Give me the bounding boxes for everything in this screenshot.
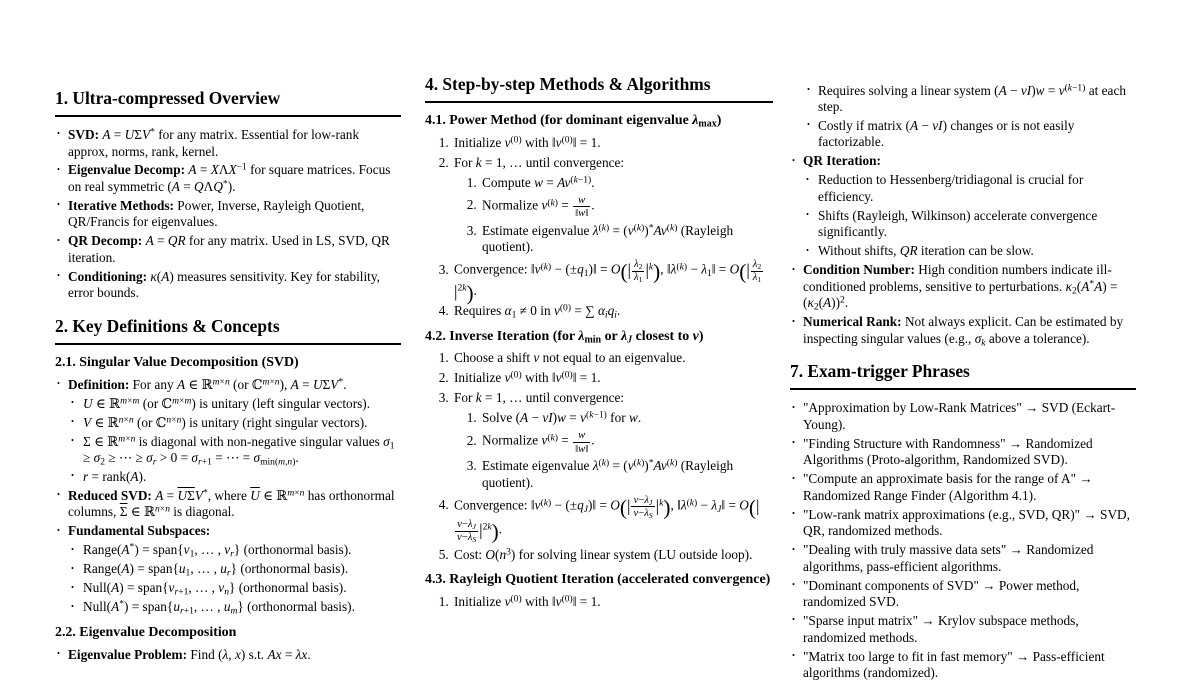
note-item: • Reduction to Hessenberg/tridiagonal is crucial for efficiency. — [804, 172, 1136, 205]
condition-number-item: • Condition Number: High condition numbers indicate ill-conditioned problems, sensitive to perturbations. $\kappa_2(A^*A) = (\kappa_2(A))^2$. — [790, 262, 1136, 311]
step-item — [452, 390, 773, 491]
section-2-heading: 2. Key Definitions & Concepts — [55, 316, 401, 345]
subsection-2-2-heading: 2.2. Eigenvalue Decomposition — [55, 624, 237, 640]
substep-item: 2. Normalize $v^{(k)}$ = $\frac{w}{‖w‖}$ . — [480, 195, 773, 219]
substep-item: 3. Estimate eigenvalue $\lambda^{(k)} = (v^{(k)})^*Av^{(k)}$ (Rayleigh quotient). — [480, 458, 773, 491]
rayleigh-quotient-steps — [425, 594, 773, 610]
svd-definition-text: Definition: For any A ∈ ℝ$^{m\times n}$ (or ℂ$^{m\times n}$), A = UΣV*. — [68, 376, 347, 392]
overview-item-eigen-decomp: • Eigenvalue Decomp: $A = X\Lambda X^{-1}$ for square matrices. Focus on real symmetric (A = QΛQ*). — [55, 162, 401, 195]
fundamental-subspaces-item — [55, 523, 401, 615]
svd-definition-item — [55, 377, 401, 486]
step-item — [452, 155, 773, 256]
range-astar-item: • Range(A*) = $span\{v_1$, … , $v_r$} (orthonormal basis). — [69, 542, 401, 558]
note-item: • Requires solving a linear system $(A - vI)w = v^{(k-1)}$ at each step. — [805, 83, 1136, 116]
power-method-substeps — [454, 175, 773, 256]
exam-trigger-list — [790, 400, 1136, 681]
column-left — [55, 88, 401, 666]
overview-item-qr-decomp: • QR Decomp: A = QR for any matrix. Used in LS, SVD, QR iteration. — [55, 233, 401, 266]
trigger-item: • "Dominant components of SVD" → Power method, randomized SVD. — [790, 578, 1136, 611]
step-item: 4. Convergence: $‖v^{(k)}$ − $(\pm q_J)‖ = O(|$ $\frac{v-\lambda_J}{v-\lambda_S}$ $|^k$), $‖\lambda^{(k)}$ − $\lambda_J‖ = O(|$ $\frac{v-\lambda_J}{v-\lambda_S}$ $|^{2k}$). — [452, 495, 773, 544]
note-item: • Shifts (Rayleigh, Wilkinson) accelerate convergence significantly. — [804, 208, 1136, 241]
reduced-svd-item: • Reduced SVD: $A = \overline{U}\overline{\Sigma}V^*$, where $\overline{U}$ ∈ ℝ$^{m\times n}$ has orthonormal columns, $\overline{\Sigma}$ ∈ ℝ$^{n\times n}$ is diagonal. — [55, 488, 401, 521]
note-item: • Costly if matrix (A − vI) changes or is not easily factorizable. — [805, 118, 1136, 151]
trigger-item: • "Compute an approximate basis for the range of A" → Randomized Range Finder (Algorithm 4.1). — [790, 471, 1136, 504]
svd-rank-item: • r = rank(A). — [69, 469, 401, 485]
step-item: 1. Choose a shift v not equal to an eigenvalue. — [452, 350, 773, 366]
svd-v-item: • V ∈ ℝ$^{n\times n}$ (or ℂ$^{n\times n}$) is unitary (right singular vectors). — [69, 415, 401, 431]
inverse-iteration-substeps — [454, 410, 773, 491]
substep-item: 1. Solve $(A - vI)w = v^{(k-1)}$ for w. — [480, 410, 773, 426]
qr-iteration-item — [790, 153, 1136, 259]
substep-item: 3. Estimate eigenvalue $\lambda^{(k)} = (v^{(k)})^*Av^{(k)}$ (Rayleigh quotient). — [480, 223, 773, 256]
overview-item-iterative-methods: • Iterative Methods: Power, Inverse, Rayleigh Quotient, QR/Francis for eigenvalues. — [55, 198, 401, 231]
trigger-item: • "Matrix too large to fit in fast memory" → Pass-efficient algorithms (randomized). — [790, 649, 1136, 682]
svd-u-item: • U ∈ ℝ$^{m\times m}$ (or ℂ$^{m\times m}$) is unitary (left singular vectors). — [69, 396, 401, 412]
null-a-item: • Null(A) = $span\{v_{r+1}$, … , $v_n$} (orthonormal basis). — [69, 580, 401, 596]
practical-considerations-list — [790, 153, 1136, 347]
fundamental-subspaces-sublist — [69, 542, 401, 615]
svd-definition-sublist — [69, 396, 401, 486]
column-right — [790, 80, 1136, 684]
qr-iteration-sublist — [804, 172, 1136, 259]
trigger-item: • "Low-rank matrix approximations (e.g., SVD, QR)" → SVD, QR, randomized methods. — [790, 507, 1136, 540]
trigger-item: • "Dealing with truly massive data sets" → Randomized algorithms, pass-efficient algorithms. — [790, 542, 1136, 575]
overview-item-conditioning: • Conditioning: κ(A) measures sensitivity. Key for stability, error bounds. — [55, 269, 401, 302]
section-7-heading: 7. Exam-trigger Phrases — [790, 361, 1136, 390]
subsection-4-1-heading: 4.1. Power Method (for dominant eigenvalue $\lambda_{max}$) — [425, 113, 722, 130]
substep-item: 1. Compute $w = Av^{(k-1)}$. — [480, 175, 773, 191]
eigenvalue-problem-item: • Eigenvalue Problem: Find (λ, x) s.t. Ax = λx. — [55, 647, 401, 663]
section-1-heading: 1. Ultra-compressed Overview — [55, 88, 401, 117]
step-item: 2. Initialize $v^{(0)}$ with $‖v^{(0)}‖ = 1$. — [452, 370, 773, 386]
svd-definition-list — [55, 377, 401, 616]
trigger-item: • "Sparse input matrix" → Krylov subspace methods, randomized methods. — [790, 613, 1136, 646]
step-item: 4. Requires $\alpha_1 \ne 0$ in $v^{(0)}$ = ∑ $\alpha_iq_i$. — [452, 303, 773, 319]
step-item: 3. Convergence: $‖v^{(k)}$ − $(\pm q_1)‖ = O(|$ $\frac{\lambda_2}{\lambda_1}$ $|^k$), $‖\lambda^{(k)}$ − $\lambda_1‖ = O(|$ $\frac{\lambda_2}{\lambda_1}$ $|^{2k}$). — [452, 259, 773, 300]
inverse-iteration-steps — [425, 350, 773, 563]
subsection-4-3-heading: 4.3. Rayleigh Quotient Iteration (accelerated convergence) — [425, 572, 771, 588]
null-astar-item: • Null(A*) = $span\{u_{r+1}$, … , $u_m$} (orthonormal basis). — [69, 599, 401, 615]
column-middle — [425, 74, 773, 617]
iteration-notes-list — [790, 83, 1136, 151]
overview-list — [55, 127, 401, 302]
range-a-item: • Range(A) = $span\{u_1$, … , $u_r$} (orthonormal basis). — [69, 561, 401, 577]
substep-item: 2. Normalize $v^{(k)}$ = $\frac{w}{‖w‖}$ . — [480, 430, 773, 454]
svd-sigma-item: • Σ ∈ ℝ$^{m\times n}$ is diagonal with non-negative singular values $\sigma_1 \ge \sigma_2$ ≥ ⋯ ≥ $\sigma_r > 0 = \sigma_{r+1}$ = ⋯ = $\sigma_{min(m,n)}$. — [69, 434, 401, 467]
trigger-item: • "Approximation by Low-Rank Matrices" → SVD (Eckart-Young). — [790, 400, 1136, 433]
subsection-2-1-heading: 2.1. Singular Value Decomposition (SVD) — [55, 354, 299, 370]
step-item: 1. Initialize $v^{(0)}$ with $‖v^{(0)}‖ = 1$. — [452, 594, 773, 610]
subsection-4-2-heading: 4.2. Inverse Iteration (for $\lambda_{min}$ or $\lambda_J$ closest to v) — [425, 328, 704, 346]
step-text: For k = 1, … until convergence: — [454, 154, 625, 170]
power-method-steps — [425, 135, 773, 320]
trigger-item: • "Finding Structure with Randomness" → Randomized Algorithms (Proto-algorithm, Randomized SVD). — [790, 436, 1136, 469]
section-4-heading: 4. Step-by-step Methods & Algorithms — [425, 74, 773, 103]
fundamental-subspaces-label: Fundamental Subspaces: — [68, 523, 211, 539]
note-item: • Without shifts, QR iteration can be slow. — [804, 243, 1136, 259]
numerical-rank-item: • Numerical Rank: Not always explicit. Can be estimated by inspecting singular values (e.g., $\sigma_k$ above a tolerance). — [790, 314, 1136, 347]
step-item: 1. Initialize $v^{(0)}$ with $‖v^{(0)}‖ = 1$. — [452, 135, 773, 151]
overview-item-svd: • SVD: A = UΣV* for any matrix. Essential for low-rank approx, norms, rank, kernel. — [55, 127, 401, 160]
qr-iteration-label: QR Iteration: — [803, 153, 881, 169]
eigen-decomp-list — [55, 647, 401, 663]
step-item: 5. Cost: $O(n^3)$ for solving linear system (LU outside loop). — [452, 547, 773, 563]
step-text: For k = 1, … until convergence: — [454, 390, 625, 406]
